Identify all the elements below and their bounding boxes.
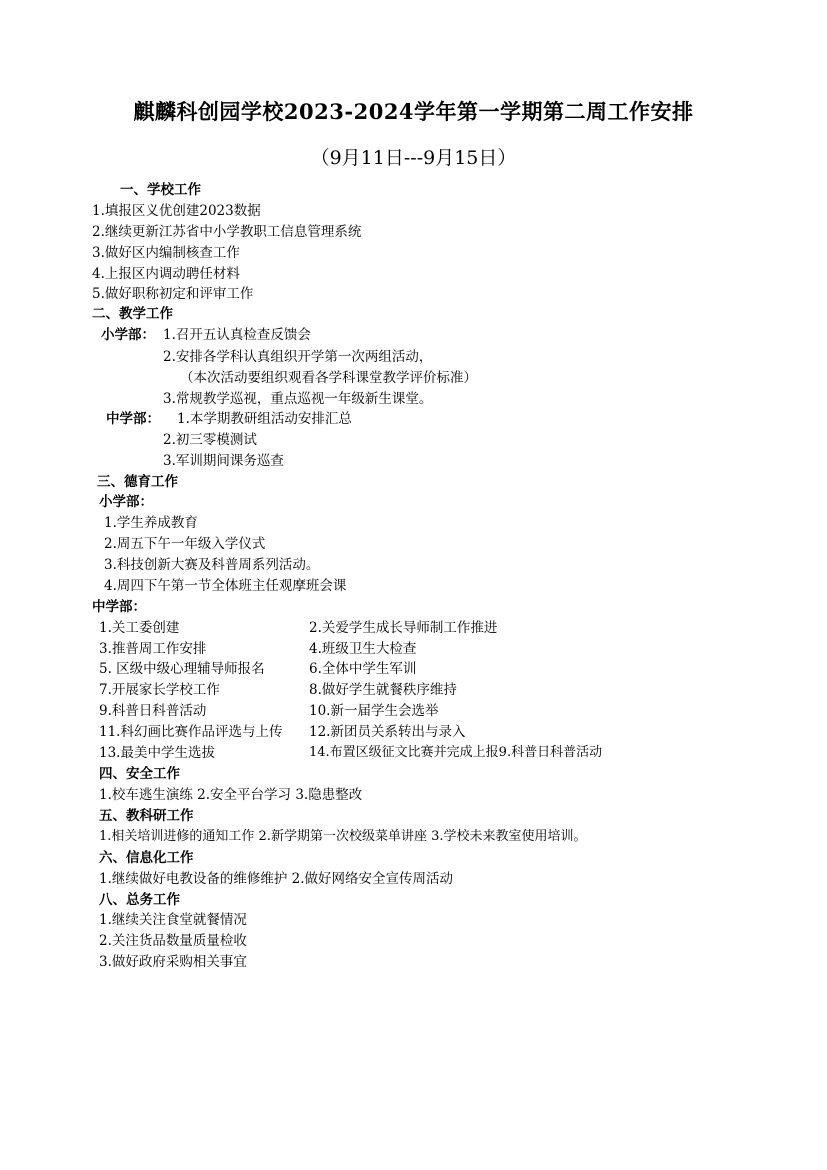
list-item: 4.周四下午第一节全体班主任观摩班会课 [104,578,347,594]
section-moral-heading: 三、德育工作 [97,474,178,490]
list-item: 1.本学期教研组活动安排汇总 [177,411,352,427]
list-item: 3.做好政府采购相关事宜 [99,954,247,970]
middle-school-label: 中学部： [92,599,146,615]
list-item: 14.布置区级征文比赛并完成上报9.科普日科普活动 [309,745,603,760]
list-item: 1.相关培训进修的通知工作 2.新学期第一次校级菜单讲座 3.学校未来教室使用培训。 [99,829,587,844]
list-item: 13.最美中学生选拔 [99,745,215,761]
section-it-heading: 六、信息化工作 [99,850,194,866]
list-item: 5.做好职称初定和评审工作 [92,286,254,302]
list-item: 7.开展家长学校工作 [99,682,220,698]
section-safety-heading: 四、安全工作 [99,766,180,782]
list-item: 2.关爱学生成长导师制工作推进 [309,620,498,636]
section-research-heading: 五、教科研工作 [99,808,194,824]
list-item: 8.做好学生就餐秩序维持 [309,682,457,698]
primary-school-label: 小学部： [101,327,155,343]
list-item: 1.学生养成教育 [104,515,198,531]
section-teaching-heading: 二、教学工作 [92,306,173,322]
list-item: 3.常规教学巡视，重点巡视一年级新生课堂。 [163,391,433,407]
list-item: 2.安排各学科认真组织开学第一次两组活动， [163,349,433,365]
document-date-range: （9月11日---9月15日） [310,147,517,169]
list-item: 1.继续关注食堂就餐情况 [99,912,247,928]
list-item: 2.继续更新江苏省中小学教职工信息管理系统 [92,224,362,240]
list-item: 2.初三零模测试 [163,432,257,448]
list-item: 3.科技创新大赛及科普周系列活动。 [104,557,320,573]
list-item: 3.推普周工作安排 [99,641,207,657]
list-item: 12.新团员关系转出与录入 [309,724,466,740]
document-title: 麒麟科创园学校2023-2024学年第一学期第二周工作安排 [133,99,694,124]
list-item: 4.上报区内调动聘任材料 [92,266,240,282]
section-school-heading: 一、学校工作 [120,182,201,198]
list-item: 1.召开五认真检查反馈会 [163,327,311,343]
list-item: 1.校车逃生演练 2.安全平台学习 3.隐患整改 [99,787,363,803]
list-item: 3.做好区内编制核查工作 [92,245,240,261]
list-item: 9.科普日科普活动 [99,703,207,719]
section-general-heading: 八、总务工作 [99,892,180,908]
list-item: 1.关工委创建 [99,620,180,636]
list-item: 4.班级卫生大检查 [309,641,417,657]
list-item: 1.继续做好电教设备的维修维护 2.做好网络安全宣传周活动 [99,871,454,887]
list-item: 2.关注货品数量质量检收 [99,933,247,949]
list-item: 5. 区级中级心理辅导师报名 [99,661,265,677]
list-item: 1.填报区义优创建2023数据 [92,203,261,219]
middle-school-label: 中学部： [106,411,160,427]
list-item: 3.军训期间课务巡查 [163,453,284,469]
list-item: 11.科幻画比赛作品评选与上传 [99,724,283,740]
primary-school-label: 小学部： [99,494,153,510]
list-item-note: （本次活动要组织观看各学科课堂教学评价标准） [180,370,477,386]
list-item: 6.全体中学生军训 [309,661,417,677]
list-item: 2.周五下午一年级入学仪式 [104,536,266,552]
list-item: 10.新一届学生会选举 [309,703,439,719]
